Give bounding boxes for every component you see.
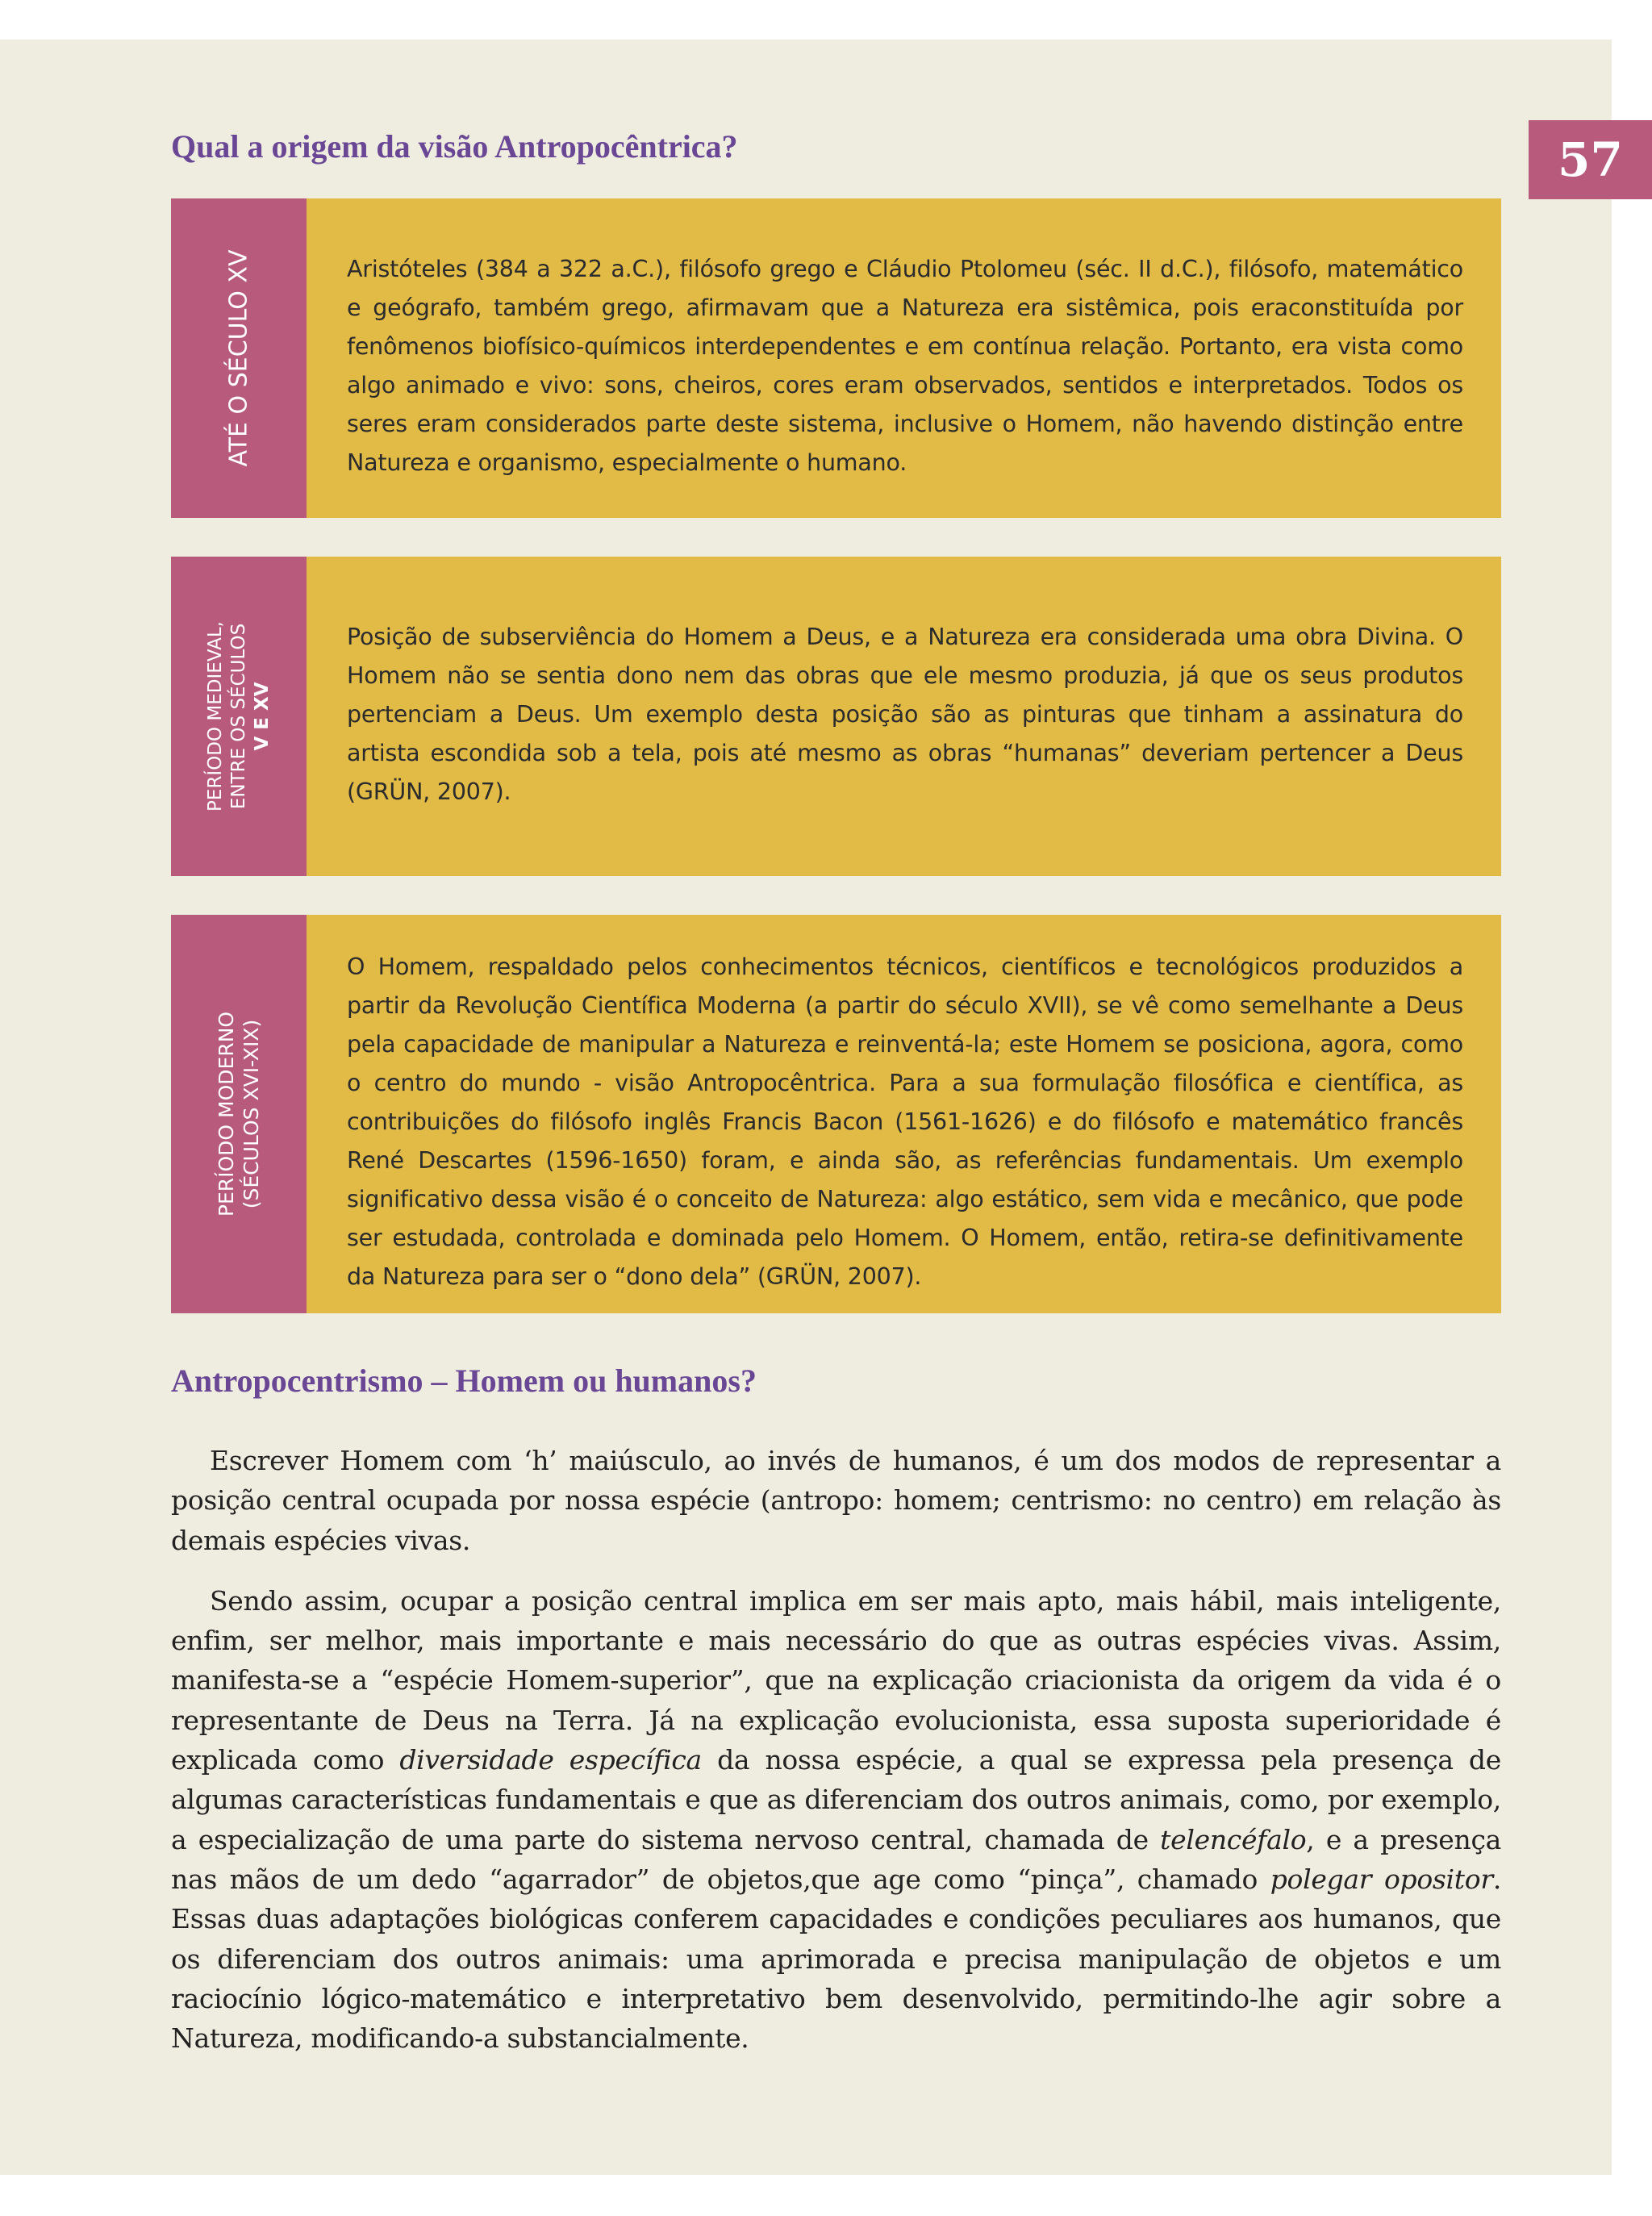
section-heading-origin: Qual a origem da visão Antropocêntrica? xyxy=(171,128,738,165)
italic-term: polegar opositor xyxy=(1270,1863,1493,1895)
timeline-label-line: PERÍODO MEDIEVAL, xyxy=(204,621,226,812)
text-run: . Essas duas adaptações biológicas conferem capacidades e condições peculiares aos humanos, que os diferenciam dos outros animais: uma aprimorada e precisa manipulação de objetos e um raciocínio lógico-matemático e interpretativo bem desenvolvido, permitindo-lhe agir sobre a Natureza, modificando-a substancialmente. xyxy=(171,1863,1502,2055)
timeline-label xyxy=(223,250,254,467)
timeline-box-2 xyxy=(171,557,1501,876)
timeline-label-line: V E XV xyxy=(251,682,273,751)
timeline-text: Posição de subserviência do Homem a Deus, e a Natureza era considerada uma obra Divina. O Homem não se sentia dono nem das obras que ele mesmo produzia, já que os seus produtos pertenciam a Deus. Um exemplo desta posição são as pinturas que tinham a assinatura do artista escondida sob a tela, pois até mesmo as obras “humanas” deveriam pertencer a Deus (GRÜN, 2007). xyxy=(347,624,1463,805)
timeline-label-panel xyxy=(171,198,307,518)
timeline-label-panel xyxy=(171,915,307,1313)
page-number-tab xyxy=(1529,120,1652,199)
italic-term: diversidade específica xyxy=(399,1744,702,1776)
text-run: da nossa espécie, a qual se expressa pela presença de algumas características fundamentais e que as diferenciam dos outros animais, como, por exemplo, a especialização de uma parte do sistema nervoso central, chamada de xyxy=(171,1744,1501,1855)
timeline-label-panel xyxy=(171,557,307,876)
timeline-label-line: ENTRE OS SÉCULOS xyxy=(227,623,249,810)
timeline-box-3 xyxy=(171,915,1501,1313)
section-heading-anthropocentrism: Antropocentrismo – Homem ou humanos? xyxy=(171,1363,757,1399)
body-paragraph: Escrever Homem com ‘h’ maiúsculo, ao invés de humanos, é um dos modos de representar a posição central ocupada por nossa espécie (antropo: homem; centrismo: no centro) em relação às demais espécies vivas. xyxy=(171,1445,1501,1556)
timeline-label-line: (SÉCULOS XVI-XIX) xyxy=(240,1019,263,1209)
text-run: , e a presença nas mãos de um dedo “agarrador” de objetos,que age como “pinça”, chamado xyxy=(171,1823,1502,1895)
timeline-content-panel xyxy=(307,557,1501,876)
timeline-text: O Homem, respaldado pelos conhecimentos técnicos, científicos e tecnológicos produzidos a partir da Revolução Científica Moderna (a partir do século XVII), se vê como semelhante a Deus pela capacidade de manipular a Natureza e reinventá-la; este Homem se posiciona, agora, como o centro do mundo - visão Antropocêntrica. Para a sua formulação filosófica e científica, as contribuições do filósofo inglês Francis Bacon (1561-1626) e do filósofo e matemático francês René Descartes (1596-1650) foram, e ainda são, as referências fundamentais. Um exemplo significativo dessa visão é o conceito de Natureza: algo estático, sem vida e mecânico, que pode ser estudada, controlada e dominada pelo Homem. O Homem, então, retira-se definitivamente da Natureza para ser o “dono dela” (GRÜN, 2007). xyxy=(347,954,1463,1290)
timeline-content-panel xyxy=(307,198,1501,518)
timeline-content-panel xyxy=(307,915,1501,1313)
timeline-text: Aristóteles (384 a 322 a.C.), filósofo grego e Cláudio Ptolomeu (séc. II d.C.), filósofo, matemático e geógrafo, também grego, afirmavam que a Natureza era sistêmica, pois eraconstituída por fenômenos biofísico-químicos interdependentes e em contínua relação. Portanto, era vista como algo animado e vivo: sons, cheiros, cores eram observados, sentidos e interpretados. Todos os seres eram considerados parte deste sistema, inclusive o Homem, não havendo distinção entre Natureza e organismo, especialmente o humano. xyxy=(347,256,1463,476)
body-text xyxy=(171,1441,1501,2058)
timeline-box-1 xyxy=(171,198,1501,518)
timeline-label xyxy=(204,621,273,812)
page-number: 57 xyxy=(1558,132,1623,187)
body-paragraph xyxy=(171,1581,1501,2059)
italic-term: telencéfalo xyxy=(1160,1823,1307,1855)
timeline-label xyxy=(214,1012,265,1217)
timeline-label-line: PERÍODO MODERNO xyxy=(214,1011,238,1217)
timeline-label-line: ATÉ O SÉCULO XV xyxy=(224,249,253,467)
text-run: Sendo assim, ocupar a posição central implica em ser mais apto, mais hábil, mais inteligente, enfim, ser melhor, mais importante e mais necessário do que as outras espécies vivas. Assim, manifesta-se a “espécie Homem-superior”, que na explicação criacionista da origem da vida é o representante de Deus na Terra. Já na explicação evolucionista, essa suposta superioridade é explicada como xyxy=(171,1584,1501,1776)
